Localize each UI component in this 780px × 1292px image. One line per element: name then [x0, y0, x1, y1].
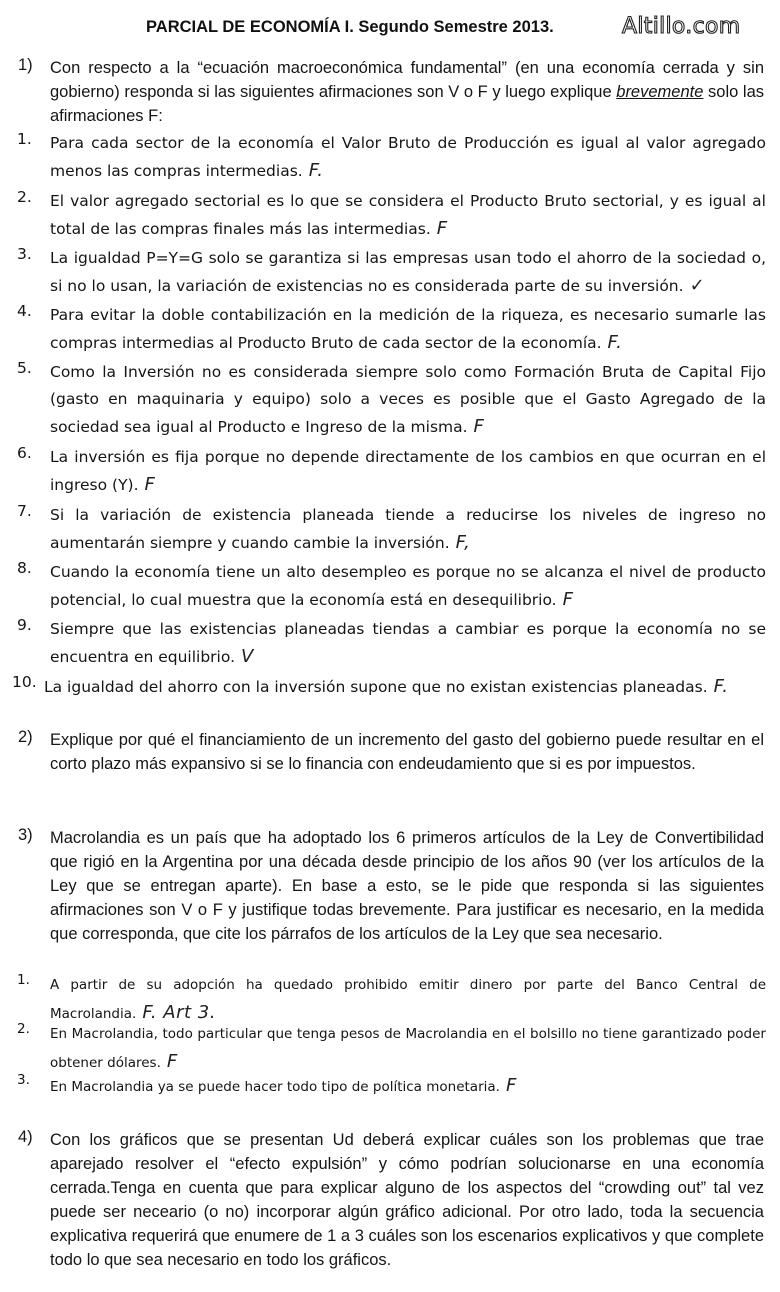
statement-number: 3. — [17, 1072, 30, 1088]
statement-number: 10. — [12, 673, 37, 691]
emphasized-word: brevemente — [616, 83, 704, 101]
statement-text — [50, 359, 766, 441]
question-text: Con los gráficos que se presentan Ud deberá explicar cuáles son los problemas que trae aparejado resolver el “efecto expulsión” y cómo podrían solucionarse en una economía cerrada.Tenga en cuenta que para explicar alguno de los aspectos del “crowding out” tal vez puede ser neceario (o no) incorporar algún gráfico adicional. Por otro lado, toda la secuencia explicativa requerirá que enumere de 1 a 3 cuáles son los escenarios explicativos y que complete todo lo que sea necesario en todo los gráficos. — [50, 1131, 764, 1269]
handwritten-answer: F — [505, 1075, 517, 1096]
statement-body: Para cada sector de la economía el Valor Bruto de Producción es igual al valor agregado menos las compras intermedias. — [50, 134, 766, 180]
page-title: PARCIAL DE ECONOMÍA I. Segundo Semestre 2013. — [146, 18, 554, 36]
statement-text — [50, 616, 766, 671]
statement-number: 4. — [17, 302, 32, 320]
statement-text — [50, 302, 766, 357]
statement-text — [50, 245, 766, 300]
statement-number: 8. — [17, 559, 32, 577]
statement-body: Para evitar la doble contabilización en la medición de la riqueza, es necesario sumarle las compras intermedias al Producto Bruto de cada sector de la economía. — [50, 306, 766, 352]
handwritten-answer: F. — [308, 160, 324, 181]
handwritten-answer: F. Art 3. — [142, 1002, 216, 1023]
statement-body: El valor agregado sectorial es lo que se considera el Producto Bruto sectorial, y es igual al total de las compras finales más las intermedias. — [50, 192, 766, 238]
handwritten-answer: ✓ — [689, 275, 706, 296]
statement-body: En Macrolandia ya se puede hacer todo tipo de política monetaria. — [50, 1079, 500, 1095]
statement-number: 2. — [17, 1021, 30, 1037]
statement-body: La inversión es fija porque no depende directamente de los cambios en que ocurran en el ingreso (Y). — [50, 448, 766, 494]
statement-body: Siempre que las existencias planeadas tiendas a cambiar es porque la economía no se encuentra en equilibrio. — [50, 620, 766, 666]
statement-text — [50, 502, 766, 557]
handwritten-answer: F — [144, 474, 156, 495]
statement-number: 3. — [17, 245, 32, 263]
statement-text — [50, 1021, 766, 1077]
question-text: Macrolandia es un país que ha adoptado los 6 primeros artículos de la Ley de Convertibilidad que rigió en la Argentina por una década desde principio de los años 90 (ver los artículos de la Ley que se entregan aparte). En base a esto, se le pide que responda si las siguientes afirmaciones son V o F y justifique todas brevemente. Para justificar es necesario, en la medida que corresponda, que cite los párrafos de los artículos de la Ley que sea necesario. — [50, 829, 764, 943]
statement-text — [44, 673, 768, 701]
statement-number: 1. — [17, 972, 30, 988]
statement-body: Si la variación de existencia planeada tiende a reducirse los niveles de ingreso no aumentarán siempre y cuando cambie la inversión. — [50, 506, 766, 552]
statement-number: 1. — [17, 130, 32, 148]
statement-text — [50, 559, 766, 614]
handwritten-answer: V — [241, 646, 254, 667]
statement-number: 2. — [17, 188, 32, 206]
question-number: 3) — [18, 826, 33, 844]
statement-body: La igualdad P=Y=G solo se garantiza si las empresas usan todo el ahorro de la sociedad o, si no lo usan, la variación de existencias no es considerada parte de su inversión. — [50, 249, 766, 295]
handwritten-answer: F. — [607, 332, 623, 353]
statement-text — [50, 130, 766, 185]
statement-number: 9. — [17, 616, 32, 634]
handwritten-answer: F — [436, 218, 448, 239]
statement-body: Cuando la economía tiene un alto desempleo es porque no se alcanza el nivel de producto potencial, lo cual muestra que la economía está en desequilibrio. — [50, 563, 766, 609]
statement-number: 6. — [17, 444, 32, 462]
statement-number: 7. — [17, 502, 32, 520]
question-text-part: Con respecto a la “ecuación macroeconómica fundamental” (en una economía cerrada y sin gobierno) responda si las siguientes afirmaciones son V o F y luego explique — [50, 59, 764, 101]
watermark-logo: Altillo.com — [622, 14, 741, 39]
handwritten-answer: F — [562, 589, 574, 610]
question-number: 1) — [18, 56, 33, 74]
statement-text — [50, 972, 766, 1028]
statement-text — [50, 444, 766, 499]
question-text-part: solo las afirmaciones F: — [50, 83, 764, 125]
handwritten-answer: F — [473, 416, 485, 437]
question-text: Explique por qué el financiamiento de un incremento del gasto del gobierno puede resultar en el corto plazo más expansivo si se lo financia con endeudamiento que si es por impuestos. — [50, 731, 764, 773]
statement-body: La igualdad del ahorro con la inversión supone que no existan existencias planeadas. — [44, 678, 708, 696]
page-header — [0, 14, 780, 44]
handwritten-answer: F — [166, 1051, 178, 1072]
statement-body: A partir de su adopción ha quedado prohibido emitir dinero por parte del Banco Central de Macrolandia. — [50, 977, 766, 1022]
statement-text — [50, 1072, 766, 1101]
statement-body: En Macrolandia, todo particular que tenga pesos de Macrolandia en el bolsillo no tiene garantizado poder obtener dólares. — [50, 1026, 766, 1071]
question-text — [50, 56, 764, 128]
statement-body: Como la Inversión no es considerada siempre solo como Formación Bruta de Capital Fijo (gasto en maquinaria y equipo) solo a veces es posible que el Gasto Agregado de la sociedad sea igual al Producto e Ingreso de la misma. — [50, 363, 766, 436]
handwritten-answer: F, — [455, 532, 471, 553]
statement-text — [50, 188, 766, 243]
statement-number: 5. — [17, 359, 32, 377]
handwritten-answer: F. — [713, 676, 729, 697]
question-number: 2) — [18, 728, 33, 746]
question-number: 4) — [18, 1128, 33, 1146]
